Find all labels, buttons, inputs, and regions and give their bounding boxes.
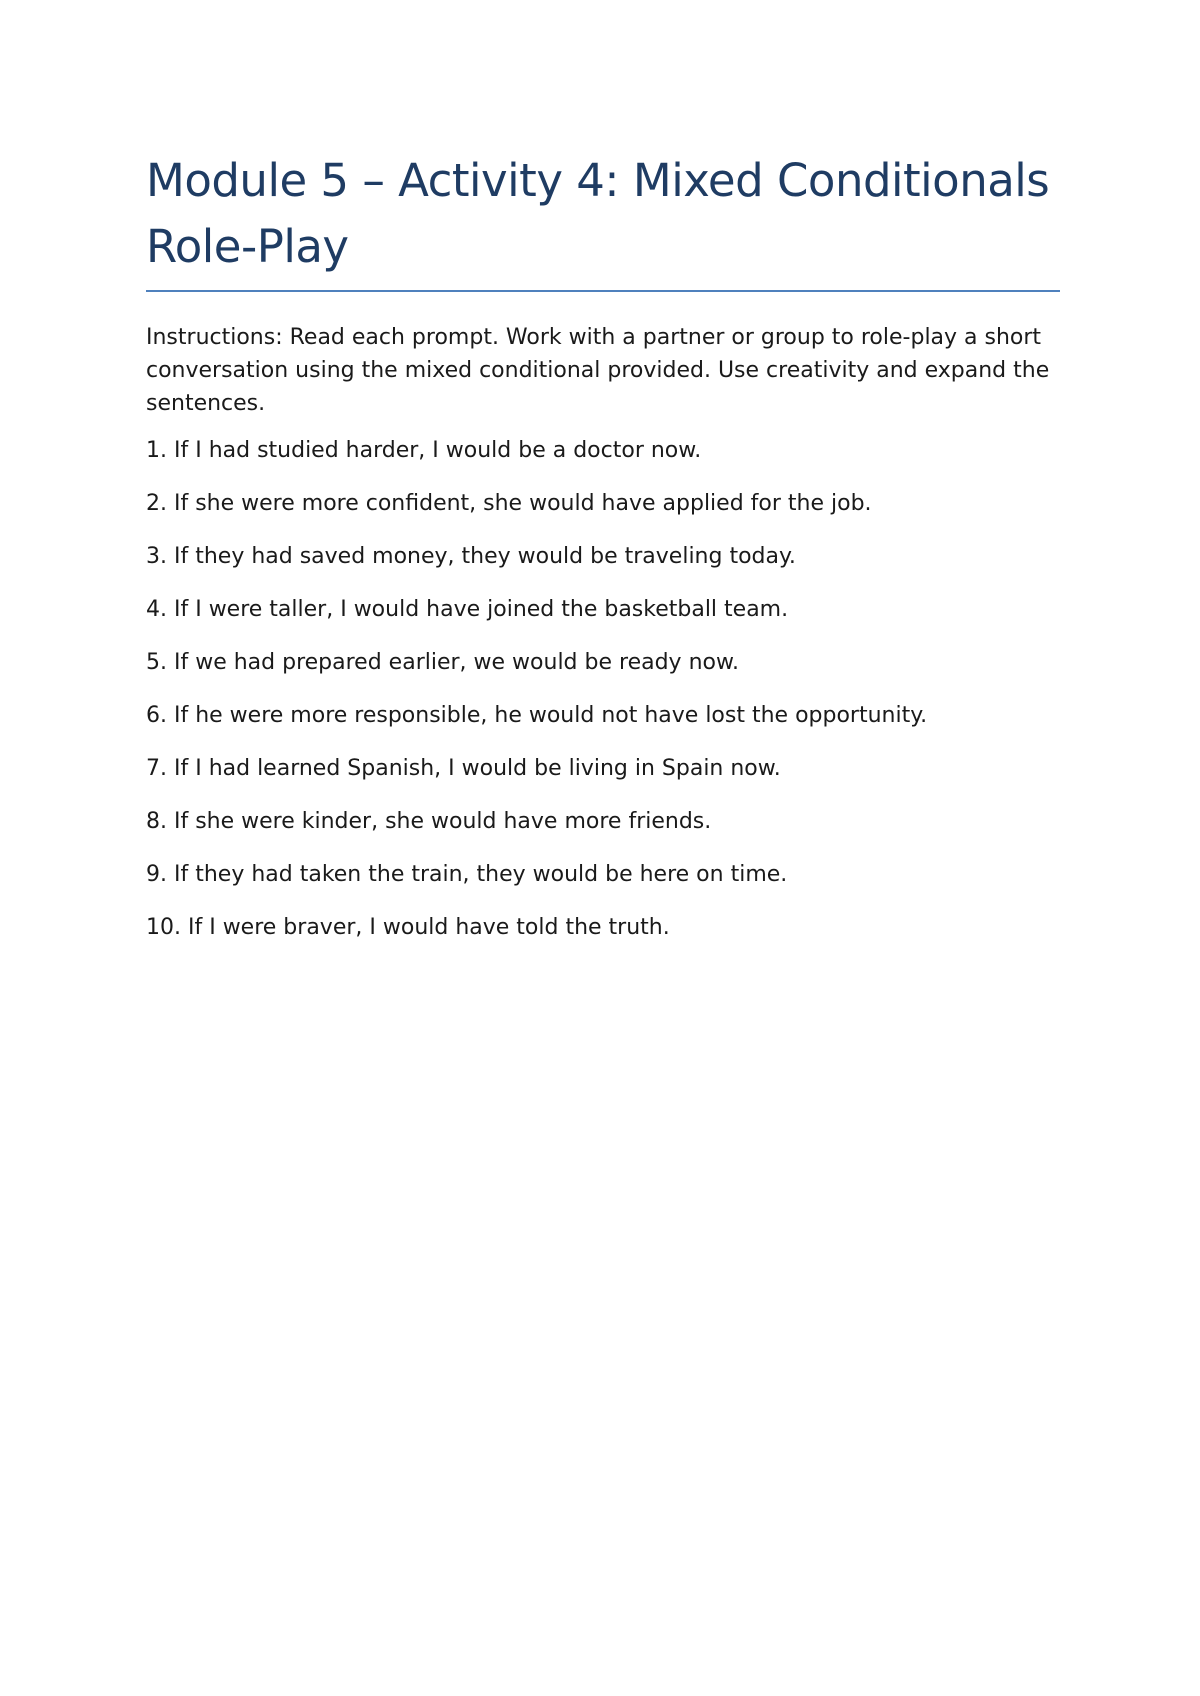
prompt-item: 6. If he were more responsible, he would not have lost the opportunity. (146, 703, 928, 728)
prompt-item: 2. If she were more confident, she would have applied for the job. (146, 491, 872, 516)
prompt-item: 4. If I were taller, I would have joined the basketball team. (146, 597, 789, 622)
page-title: Module 5 – Activity 4: Mixed Conditionals Role-Play (146, 154, 1050, 273)
prompt-list (146, 434, 1066, 944)
document-content (146, 148, 1066, 964)
prompt-item: 1. If I had studied harder, I would be a doctor now. (146, 438, 702, 463)
prompt-item: 3. If they had saved money, they would be traveling today. (146, 544, 796, 569)
prompt-item: 9. If they had taken the train, they would be here on time. (146, 862, 788, 887)
title-divider (146, 290, 1060, 292)
instructions-paragraph: Instructions: Read each prompt. Work with a partner or group to role-play a short conversation using the mixed conditional provided. Use creativity and expand the sentences. (146, 325, 1050, 416)
prompt-item: 10. If I were braver, I would have told the truth. (146, 915, 670, 940)
prompt-item: 5. If we had prepared earlier, we would be ready now. (146, 650, 739, 675)
prompt-item: 7. If I had learned Spanish, I would be living in Spain now. (146, 756, 781, 781)
prompt-item: 8. If she were kinder, she would have more friends. (146, 809, 712, 834)
